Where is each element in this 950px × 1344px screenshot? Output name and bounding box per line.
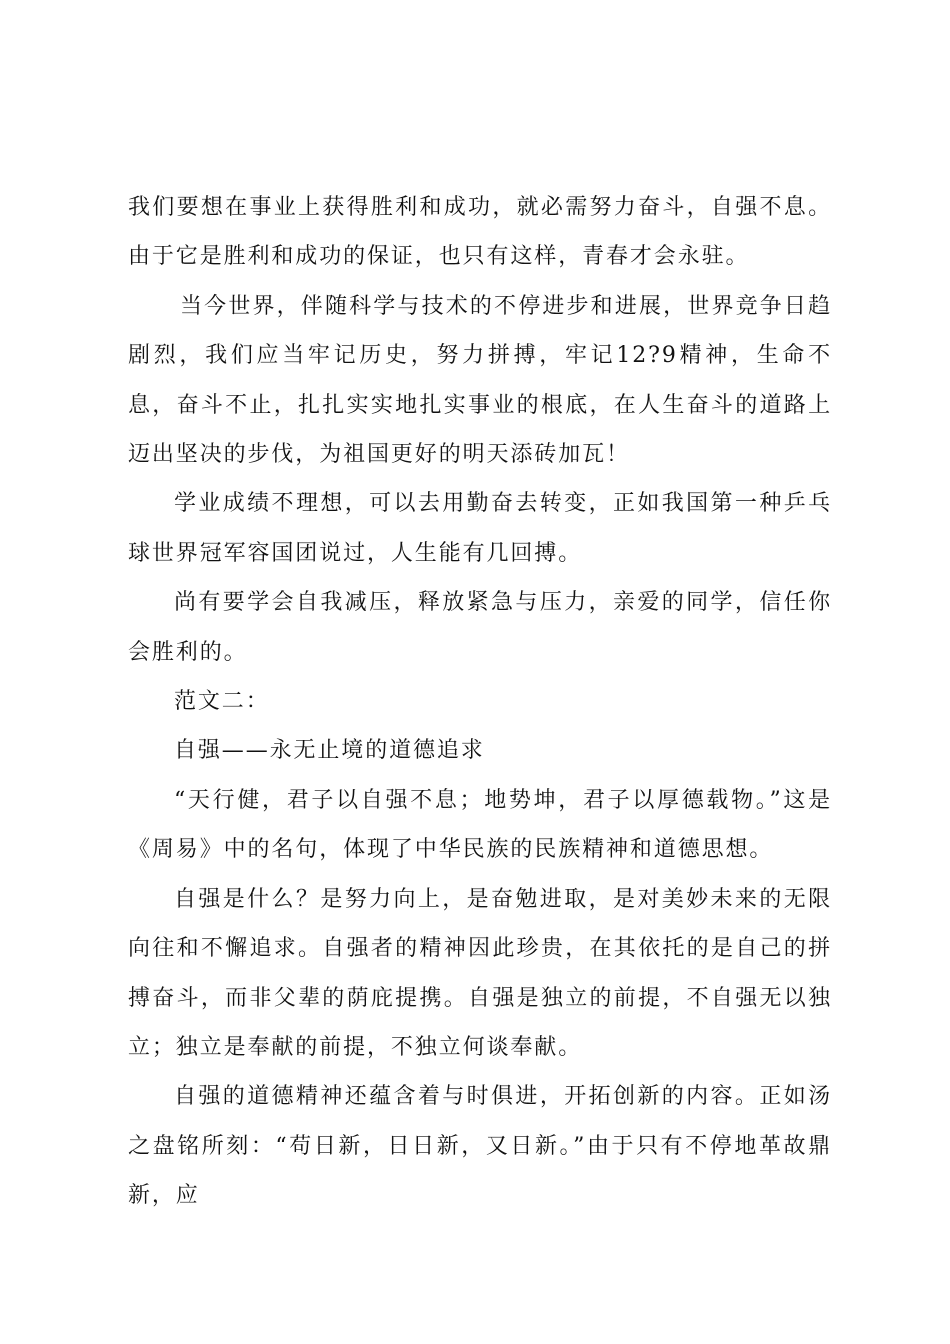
- paragraph-zhouyi-quote: “天行健，君子以自强不息；地势坤，君子以厚德载物。”这是《周易》中的名句，体现了中华民族的民族精神和道德思想。: [128, 787, 832, 863]
- paragraph-study-results: 学业成绩不理想，可以去用勤奋去转变，正如我国第一种乒乓球世界冠军容国团说过，人生能有几回搏。: [128, 491, 832, 566]
- paragraph-continuation: 我们要想在事业上获得胜利和成功，就必需努力奋斗，自强不息。由于它是胜利和成功的保证，也只有这样，青春才会永驻。: [128, 195, 832, 270]
- document-body: [128, 183, 832, 1221]
- section-label-sample-two: 范文二：: [174, 689, 270, 715]
- paragraph-modern-world: 当今世界，伴随科学与技术的不停进步和进展，世界竞争日趋剧烈，我们应当牢记历史，努力拼搏，牢记12?9精神，生命不息，奋斗不止，扎扎实实地扎实事业的根底，在人生奋斗的道路上迈出坚决的步伐，为祖国更好的明天添砖加瓦！: [128, 293, 832, 468]
- paragraph-what-is-self-improvement: 自强是什么？是努力向上，是奋勉进取，是对美妙未来的无限向往和不懈追求。自强者的精神因此珍贵，在其依托的是自己的拼搏奋斗，而非父辈的荫庇提携。自强是独立的前提，不自强无以独立；独立是奉献的前提，不独立何谈奉献。: [128, 886, 832, 1060]
- paragraph-innovation: 自强的道德精神还蕴含着与时俱进，开拓创新的内容。正如汤之盘铭所刻：“苟日新，日日新，又日新。”由于只有不停地革故鼎新，应: [128, 1084, 832, 1209]
- essay-title: 自强——永无止境的道德追求: [174, 738, 485, 764]
- paragraph-reduce-stress: 尚有要学会自我减压，释放紧急与压力，亲爱的同学，信任你会胜利的。: [128, 590, 832, 665]
